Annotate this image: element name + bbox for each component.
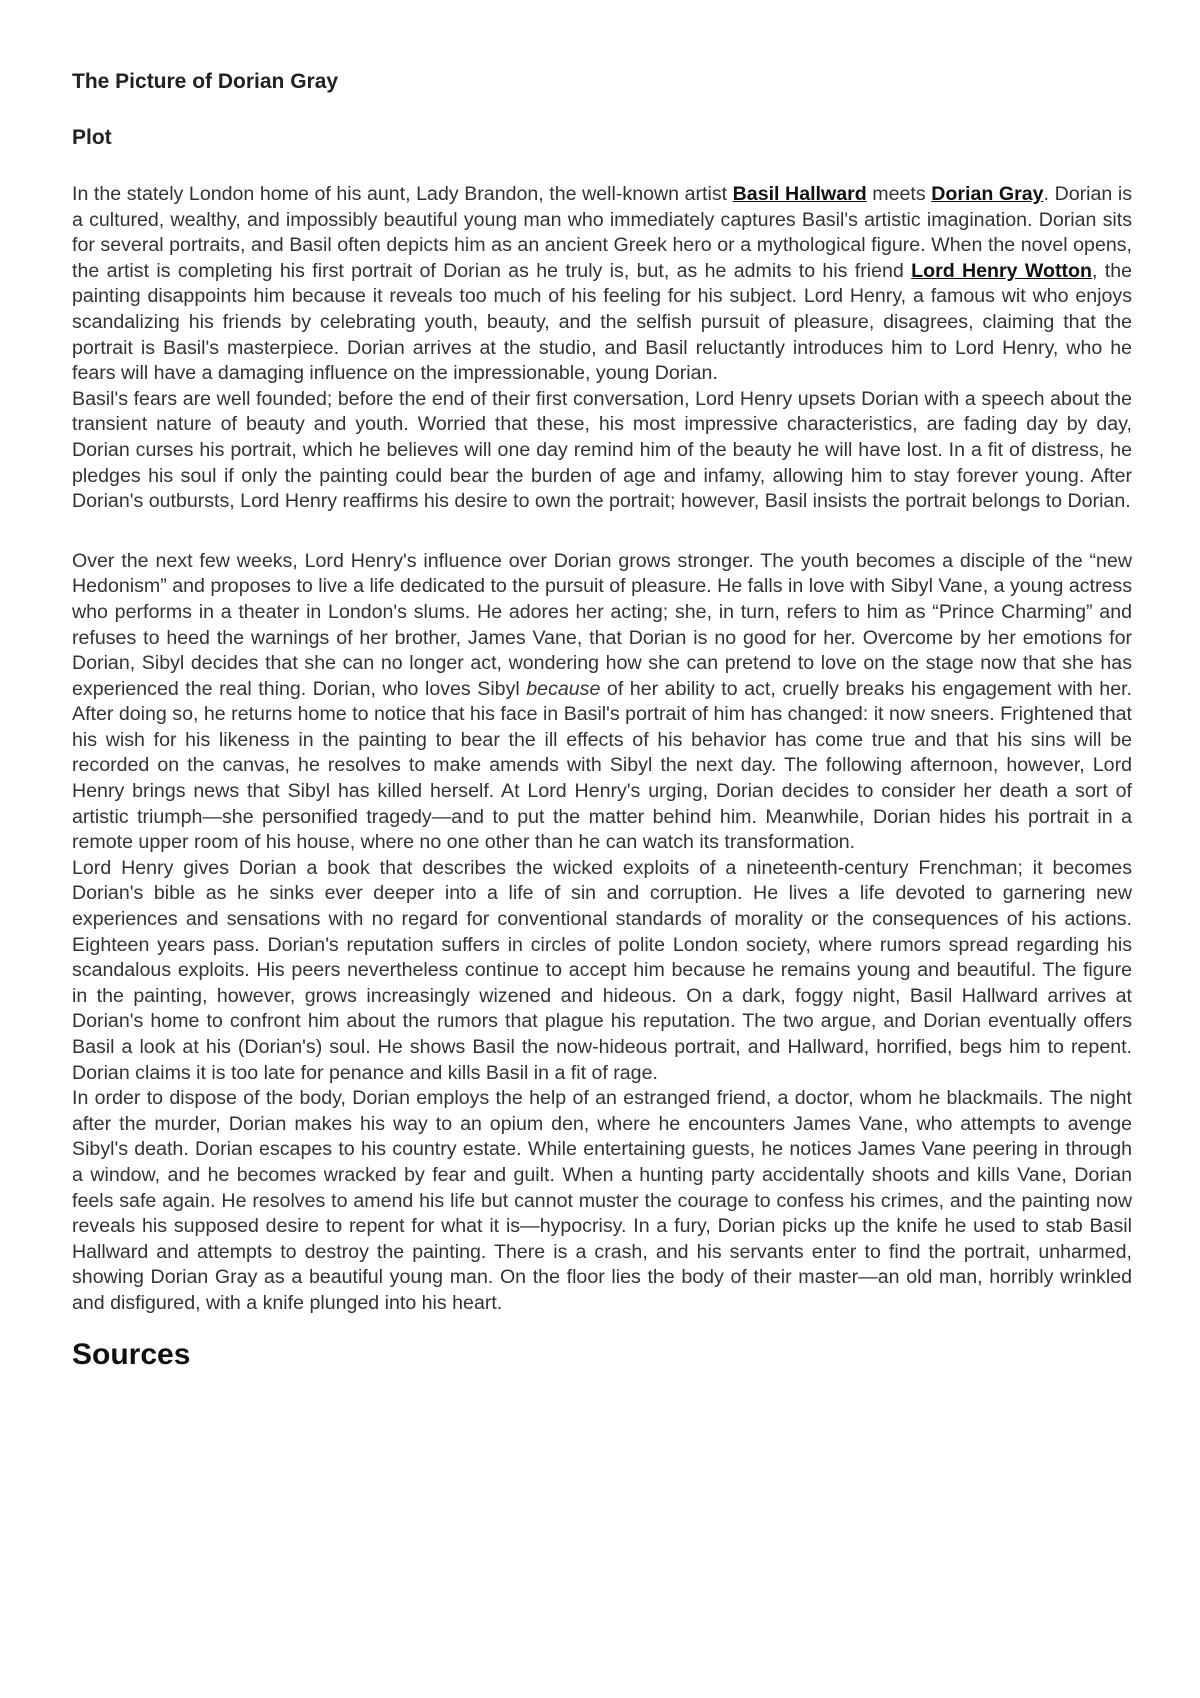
p1-text-d: , the painting disappoints him because it reveals too much of his feeling for his subject. Lord Henry, a famous wit who enjoys scandalizing his friends by celebrating youth, beauty, and the selfish pursuit of pleasure, disagrees, claiming that the portrait is Basil's masterpiece. Dorian arrives at the studio, and Basil reluctantly introduces him to Lord Henry, who he fears will have a damaging influence on the impressionable, young Dorian. bbox=[72, 259, 1132, 385]
dorian-gray-link[interactable]: Dorian Gray bbox=[931, 183, 1044, 205]
plot-paragraph-4: Lord Henry gives Dorian a book that describes the wicked exploits of a nineteenth-century Frenchman; it becomes Dorian's bible as he sinks ever deeper into a life of sin and corruption. He lives a life devoted to garnering new experiences and sensations with no regard for conventional standards of morality or the consequences of his actions. Eighteen years pass. Dorian's reputation suffers in circles of polite London society, where rumors spread regarding his scandalous exploits. His peers nevertheless continue to accept him because he remains young and beautiful. The figure in the painting, however, grows increasingly wizened and hideous. On a dark, foggy night, Basil Hallward arrives at Dorian's home to confront him about the rumors that plague his reputation. The two argue, and Dorian eventually offers Basil a look at his (Dorian's) soul. He shows Basil the now-hideous portrait, and Hallward, horrified, begs him to repent. Dorian claims it is too late for penance and kills Basil in a fit of rage. bbox=[72, 856, 1132, 1084]
plot-body bbox=[72, 182, 1132, 1317]
p3-text-b: of her ability to act, cruelly breaks his engagement with her. After doing so, he returns home to notice that his face in Basil's portrait of him has changed: it now sneers. Frightened that his wish for his likeness in the painting to bear the ill effects of his behavior has come true and that his sins will be recorded on the canvas, he resolves to make amends with Sibyl the next day. The following afternoon, however, Lord Henry brings news that Sibyl has killed herself. At Lord Henry's urging, Dorian decides to consider her death a sort of artistic triumph—she personified tragedy—and to put the matter behind him. Meanwhile, Dorian hides his portrait in a remote upper room of his house, where no one other than he can watch its transformation. bbox=[72, 677, 1132, 854]
p1-text-a: In the stately London home of his aunt, Lady Brandon, the well-known artist bbox=[72, 183, 733, 205]
plot-heading: Plot bbox=[72, 126, 112, 149]
p3-emphasis: because bbox=[526, 677, 601, 700]
plot-paragraph-5: In order to dispose of the body, Dorian employs the help of an estranged friend, a doctor, whom he blackmails. The night after the murder, Dorian makes his way to an opium den, where he encounters James Vane, who attempts to avenge Sibyl's death. Dorian escapes to his country estate. While entertaining guests, he notices James Vane peering in through a window, and he becomes wracked by fear and guilt. When a hunting party accidentally shoots and kills Vane, Dorian feels safe again. He resolves to amend his life but cannot muster the courage to confess his crimes, and the painting now reveals his supposed desire to repent for what it is—hypocrisy. In a fury, Dorian picks up the knife he used to stab Basil Hallward and attempts to destroy the painting. There is a crash, and his servants enter to find the portrait, unharmed, showing Dorian Gray as a beautiful young man. On the floor lies the body of their master—an old man, horribly wrinkled and disfigured, with a knife plunged into his heart. bbox=[72, 1087, 1132, 1314]
lord-henry-wotton-link[interactable]: Lord Henry Wotton bbox=[911, 259, 1092, 282]
plot-paragraph-1 bbox=[72, 182, 1132, 387]
p1-text-c: . Dorian is a cultured, wealthy, and impossibly beautiful young man who immediately captures Basil's artistic imagination. Dorian sits for several portraits, and Basil often depicts him as an ancient Greek hero or a mythological figure. When the novel opens, the artist is completing his first portrait of Dorian as he truly is, but, as he admits to his friend bbox=[72, 183, 1133, 282]
basil-hallward-link[interactable]: Basil Hallward bbox=[732, 183, 867, 205]
p3-text-a: Over the next few weeks, Lord Henry's influence over Dorian grows stronger. The youth becomes a disciple of the “new Hedonism” and proposes to live a life dedicated to the pursuit of pleasure. He falls in love with Sibyl Vane, a young actress who performs in a theater in London's slums. He adores her acting; she, in turn, refers to him as “Prince Charming” and refuses to heed the warnings of her brother, James Vane, that Dorian is no good for her. Overcome by her emotions for Dorian, Sibyl decides that she can no longer act, wondering how she can pretend to love on the stage now that she has experienced the real thing. Dorian, who loves Sibyl bbox=[72, 549, 1132, 700]
plot-paragraph-3 bbox=[72, 549, 1132, 856]
p1-text-b: meets bbox=[866, 183, 932, 205]
sources-heading: Sources bbox=[72, 1337, 191, 1371]
document-title: The Picture of Dorian Gray bbox=[72, 70, 339, 93]
plot-paragraph-2: Basil's fears are well founded; before the end of their first conversation, Lord Henry upsets Dorian with a speech about the transient nature of beauty and youth. Worried that these, his most impressive characteristics, are fading day by day, Dorian curses his portrait, which he believes will one day remind him of the beauty he will have lost. In a fit of distress, he pledges his soul if only the painting could bear the burden of age and infamy, allowing him to stay forever young. After Dorian's outbursts, Lord Henry reaffirms his desire to own the portrait; however, Basil insists the portrait belongs to Dorian. bbox=[72, 387, 1132, 513]
document-page bbox=[72, 70, 1132, 1373]
